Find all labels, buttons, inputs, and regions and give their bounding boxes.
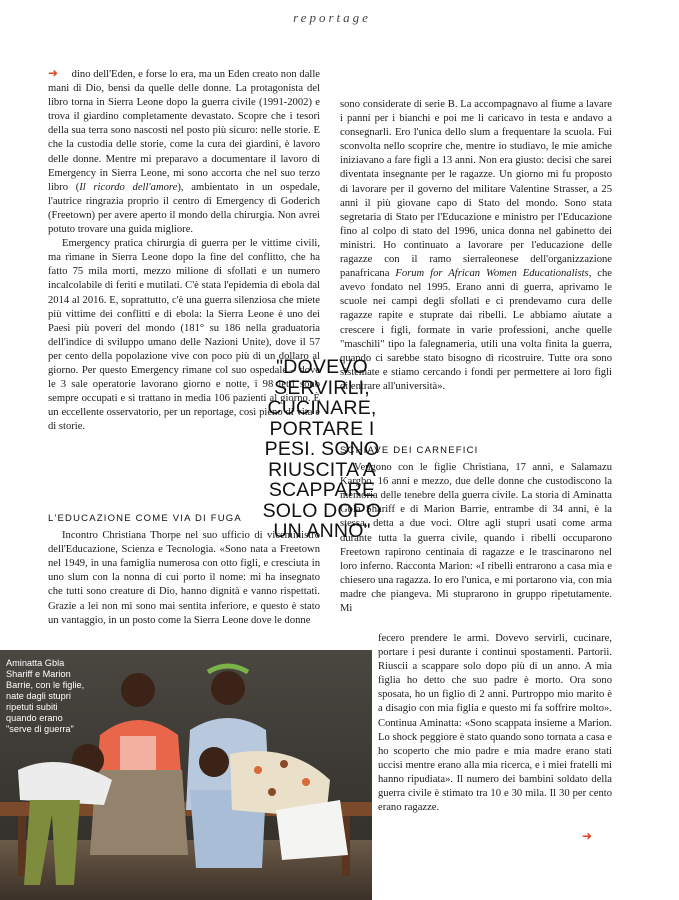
column-2-lower: [340, 444, 612, 616]
paragraph: sono considerate di serie B. La accompagnavo al fiume a lavare i panni per i bianchi e poi me li caricavo in testa e andavo a consegnarli. Ero l'unica dello slum a frequentare la scuola. Fui sconvolta nello scoprire che, mentre io studiavo, le mie amiche iniziavano a fare figli a 13 anni. Non era giusto: decisi che sarei diventata insegnante per le ragazze. Un giorno mi fu proposto di lavorare per il governo del militare Valentine Strasser, a 25 anni il più giovane capo di Stato del mondo. Sono stata segretaria di Stato per l'Educazione e ministro per l'Educazione fino al colpo di stato del 1996, unica donna nel gabinetto dei ministri. Ho continuato a lavorare per l'educazione delle ragazze con il ramo sierraleonese dell'organizzazione panafricana Forum for African Women Educationalists, che avevo fondato nel 1995. Erano anni di guerra, aprivamo le scuole nei campi degli sfollati e ci prendevamo cura delle ragazze rapite e stuprate dai ribelli. Le abbiamo aiutate a crescere i figli, formate in varie professioni, anche quelle "maschili" tipo la falegnameria, utili una volta finita la guerra, quando ci sarebbe stato bisogno di ricostruire. Tutte ora sono sistemate e stiamo cercando i fondi per permettere ai loro figli di entrare all'università».: [340, 99, 612, 392]
paragraph: Emergency pratica chirurgia di guerra per le vittime civili, ma rimane in Sierra Leone dopo la fine del conflitto, che ha fatto 75 mila morti, mezzo milione di sfollati e un numero incalcolabile di feriti e mutilati. C'è stata l'epidemia di ebola dal 2014 al 2016. E, soprattutto, c'è una guerra silenziosa che miete più vittime dei conflitti e di ebola: la Sierra Leone è uno dei Paesi più poveri del mondo (181° su 186 nella graduatoria dell'indice di sviluppo umano delle Nazioni Unite), dove il 57 per cento della popolazione vive con poco più di un dollaro al giorno. Per questo Emergency rimane col suo ospedale – dove le 3 sale operatorie lavorano giorno e notte, i 98 letti sono sempre occupati e si trattano in media 106 pazienti al giorno. È un eccellente osservatorio, per un reportage, così pieno di vita e di storie.: [48, 238, 320, 433]
arrow-right-icon: ➜: [582, 829, 593, 843]
column-2-bottom: [378, 632, 612, 815]
paragraph: Vengono con le figlie Christiana, 17 anni, e Salamazu Kargbo, 16 anni e mezzo, due delle donne che custodiscono la memoria delle tenebre della guerra civile. La storia di Aminatta Gbla Shariff e di Marion Barrie, entrambe di 34 anni, è la stessa, detta a due voci. Oltre agli stupri usati come arma durante tutta la guerra civile, quando i ribelli occuparono Freetown rapirono centinaia di ragazze e le trascinarono nel loro inferno. Racconta Marion: «I ribelli entrarono a casa mia e chiesero una ragazza. Io ero l'unica, e mi portarono via, con mia madre che piangeva. Mi stuprarono in gruppo ripetutamente. Mi: [340, 462, 612, 615]
paragraph: ➜ dino dell'Eden, e forse lo era, ma un Eden creato non dalle mani di Dio, bensì da quelle delle donne. La protagonista del libro torna in Sierra Leone dopo la guerra civile (1991-2002) e trova il giardino completamente devastato. Scopre che i tesori della sua terra sono nascosti nel posto più sicuro: nelle storie. E che la custodia delle storie, come la cura dei giardini, è lavoro delle donne. Mentre mi preparavo a documentare il lavoro di Emergency in Sierra Leone, mi sono accorta che nel suo terzo libro (Il ricordo dell'amore), ambientato in un ospedale, l'autrice ringrazia proprio il centro di Emergency di Goderich (Freetown) per avere aperto il mondo della chirurgia. Non avrei potuto trovare una guida migliore.: [48, 66, 320, 236]
paragraph: fecero prendere le armi. Dovevo servirli, cucinare, portare i pesi durante i continui spostamenti. Partorii. Riuscii a scappare solo dopo più di un anno. A mia figlia ho detto che suo padre è morto. Ora sono sposata, ho un figlio di 2 anni. Purtroppo mio marito è a disagio con mia figlia e questo mi fa soffrire molto». Continua Aminatta: «Sono scappata insieme a Marion. Lo shock peggiore è stato quando sono tornata a casa e ho scoperto che mio padre e mia madre erano stati uccisi mentre erano alla mia ricerca, e i miei fratelli mi hanno ripudiata». Il numero dei bambini soldato della guerra civile è stimato tra 10 e 30 mila. Il 30 per cento erano ragazze.: [378, 633, 612, 814]
column-1-lower: [48, 512, 320, 628]
section-kicker: reportage: [293, 10, 371, 25]
subheading: L'EDUCAZIONE COME VIA DI FUGA: [48, 513, 242, 524]
arrow-right-icon: ➜: [48, 66, 59, 80]
subheading: SCHIAVE DEI CARNEFICI: [340, 445, 479, 456]
paragraph: Incontro Christiana Thorpe nel suo ufficio di viceministro dell'Educazione, Scienza e Tecnologia. «Sono nata a Freetown nel 1949, in una famiglia numerosa con otto figli, e cresciuta in uno slum con la nonna di cui porto il nome: mi ha insegnato che tutti sono creature di Dio, hanno dignità e vanno rispettati. Grazie a lei non mi sono mai sentita inferiore, e questo è stato un vantaggio, in un posto come la Sierra Leone dove le donne: [48, 530, 320, 626]
pull-quote: "DOVEVO SERVIRLI, CUCINARE, PORTARE I PESI. SONO RIUSCITA A SCAPPARE SOLO DOPO UN ANNO": [262, 356, 382, 542]
photo-caption: Aminatta Gbla Shariff e Marion Barrie, con le figlie, nate dagli stupri ripetuti subiti quando erano "serve di guerra": [6, 658, 85, 734]
column-2: [340, 98, 612, 394]
